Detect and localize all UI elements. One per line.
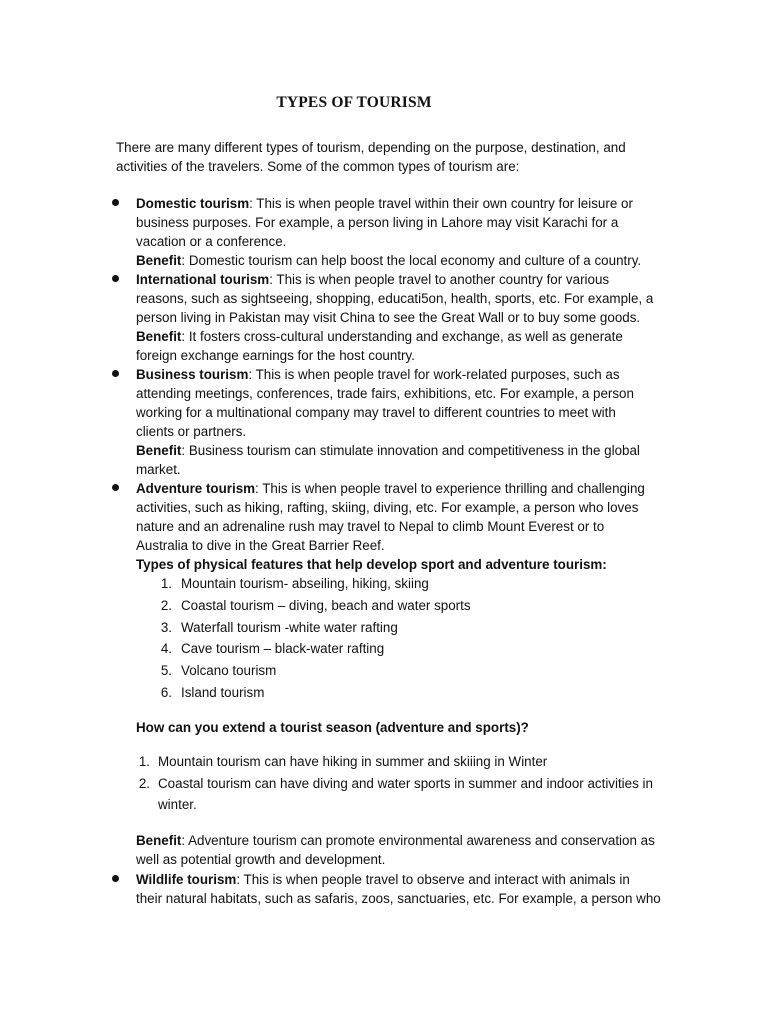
- domestic-text: vacation or a conference.: [136, 234, 287, 249]
- wildlife-text: their natural habitats, such as safaris, zoos, sanctuaries, etc. For example, a person who: [136, 891, 661, 906]
- intro-line: There are many different types of tourism, depending on the purpose, destination, and: [116, 140, 626, 155]
- term-adventure: Adventure tourism: [136, 481, 256, 496]
- list-item-domestic: [136, 194, 696, 270]
- bullet-icon: [112, 199, 119, 206]
- bullet-icon: [112, 275, 119, 282]
- list-item: 1. Mountain tourism can have hiking in summer and skiiing in Winter: [138, 754, 548, 769]
- domestic-text: business purposes. For example, a person living in Lahore may visit Karachi for a: [136, 215, 619, 230]
- bullet-icon: [112, 484, 119, 491]
- page-title: TYPES OF TOURISM: [276, 94, 432, 111]
- list-item: 2. Coastal tourism can have diving and water sports in summer and indoor activities in: [138, 776, 653, 791]
- list-item: 3. Waterfall tourism -white water rafting: [160, 619, 398, 635]
- list-item: 5. Volcano tourism: [160, 663, 277, 679]
- list-item: 4. Cave tourism – black-water rafting: [160, 641, 385, 657]
- intro-paragraph: [116, 138, 676, 176]
- benefit-text: well as potential growth and development.: [136, 852, 386, 867]
- business-text: attending meetings, conferences, trade fairs, exhibitions, etc. For example, a person: [136, 386, 634, 401]
- adventure-text: Australia to dive in the Great Barrier Reef.: [136, 538, 385, 553]
- business-text: : This is when people travel for work-related purposes, such as: [248, 367, 620, 382]
- list-item: 2. Coastal tourism – diving, beach and water sports: [160, 597, 471, 613]
- season-heading: How can you extend a tourist season (adventure and sports)?: [136, 720, 529, 735]
- list-item: 1. Mountain tourism- abseiling, hiking, skiing: [160, 576, 429, 591]
- season-list: [136, 754, 696, 818]
- wildlife-text: : This is when people travel to observe and interact with animals in: [236, 872, 630, 887]
- term-international: International tourism: [136, 272, 270, 287]
- list-item-business: [136, 365, 696, 479]
- adventure-text: nature and an adrenaline rush may travel to Nepal to climb Mount Everest or to: [136, 519, 605, 534]
- benefit-text: : It fosters cross-cultural understanding and exchange, as well as generate: [181, 329, 623, 344]
- benefit-label: Benefit: [136, 329, 182, 344]
- international-text: person living in Pakistan may visit China to see the Great Wall or to buy some goods.: [136, 310, 641, 325]
- adventure-benefit: [136, 831, 696, 869]
- international-text: reasons, such as sightseeing, shopping, educati5on, health, sports, etc. For example, a: [136, 291, 654, 306]
- term-wildlife: Wildlife tourism: [136, 872, 237, 887]
- adventure-text: activities, such as hiking, rafting, skiing, diving, etc. For example, a person who loves: [136, 500, 639, 515]
- benefit-text: : Adventure tourism can promote environmental awareness and conservation as: [181, 833, 655, 848]
- list-item-wildlife: [136, 870, 696, 908]
- bullet-icon: [112, 875, 119, 882]
- business-text: clients or partners.: [136, 424, 247, 439]
- intro-line: activities of the travelers. Some of the common types of tourism are:: [116, 159, 520, 174]
- domestic-text: : This is when people travel within their own country for leisure or: [249, 196, 633, 211]
- benefit-text: : Business tourism can stimulate innovation and competitiveness in the global: [181, 443, 640, 458]
- list-item-international: [136, 270, 696, 365]
- list-item-continued: winter.: [158, 797, 197, 812]
- benefit-text: market.: [136, 462, 181, 477]
- benefit-label: Benefit: [136, 833, 182, 848]
- business-text: working for a multinational company may travel to different countries to meet with: [136, 405, 616, 420]
- features-list: [158, 576, 718, 707]
- benefit-label: Benefit: [136, 253, 182, 268]
- adventure-text: : This is when people travel to experience thrilling and challenging: [255, 481, 645, 496]
- benefit-text: : Domestic tourism can help boost the local economy and culture of a country.: [181, 253, 642, 268]
- list-item: 6. Island tourism: [160, 684, 265, 700]
- benefit-text: foreign exchange earnings for the host country.: [136, 348, 415, 363]
- term-business: Business tourism: [136, 367, 249, 382]
- benefit-label: Benefit: [136, 443, 182, 458]
- international-text: : This is when people travel to another country for various: [269, 272, 610, 287]
- bullet-icon: [112, 370, 119, 377]
- features-heading: Types of physical features that help develop sport and adventure tourism:: [136, 557, 607, 572]
- list-item-adventure: [136, 479, 696, 574]
- term-domestic: Domestic tourism: [136, 196, 250, 211]
